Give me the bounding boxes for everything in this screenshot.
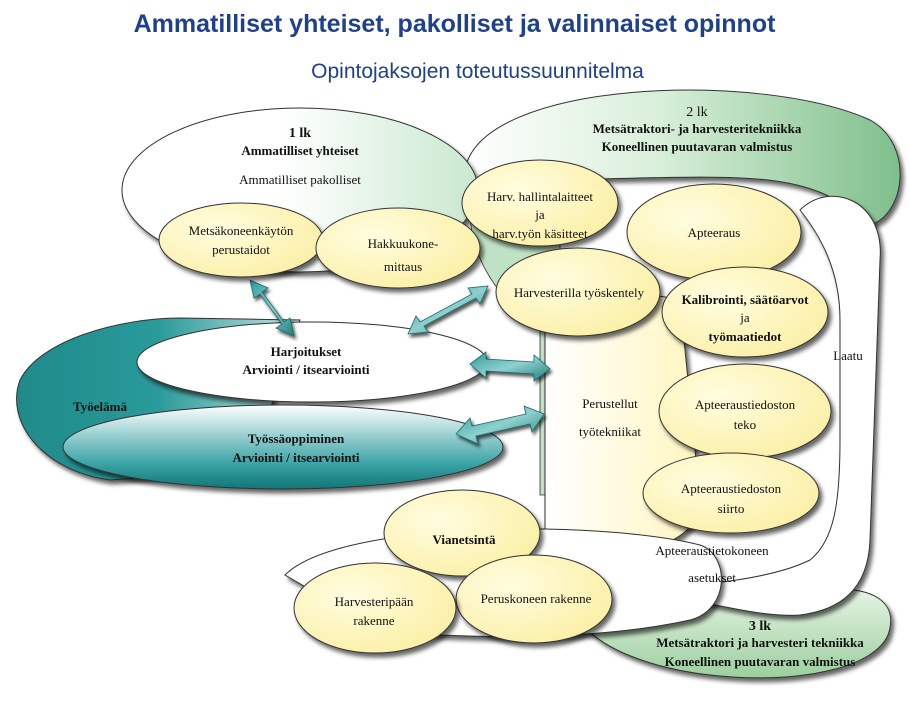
filemaking-line2: teko bbox=[733, 417, 757, 432]
year1-line1: Ammatilliset yhteiset bbox=[241, 143, 359, 158]
worklearning-shape bbox=[63, 405, 503, 489]
worklearning-line1: Työssäoppiminen bbox=[247, 431, 345, 446]
year2-line1: Metsätraktori- ja harvesteritekniikka bbox=[592, 121, 802, 136]
apteeraus-label: Apteeraus bbox=[687, 225, 741, 240]
node-basics bbox=[159, 203, 323, 277]
harvcontrols-line3: harv.työn käsitteet bbox=[492, 226, 588, 241]
computer-line1: Apteeraustietokoneen bbox=[655, 543, 769, 558]
basemachine-label: Peruskoneen rakenne bbox=[480, 591, 592, 606]
troubleshoot-label: Vianetsintä bbox=[432, 532, 496, 547]
hakkuu-line1: Hakkuukone- bbox=[367, 236, 439, 251]
year3-line2: Koneellinen puutavaran valmistus bbox=[664, 654, 856, 669]
kalibrointi-line1: Kalibrointi, säätöarvot bbox=[681, 292, 809, 307]
arrow-practice-center bbox=[470, 352, 550, 381]
year2-line2: Koneellinen puutavaran valmistus bbox=[601, 139, 793, 154]
year2-label: 2 lk bbox=[686, 105, 708, 120]
year1-label: 1 lk bbox=[288, 126, 312, 141]
hakkuu-line2: mittaus bbox=[383, 259, 423, 274]
basics-line2: perustaidot bbox=[212, 242, 270, 257]
center-line1: Perustellut bbox=[582, 396, 638, 411]
harvwork-label: Harvesterilla työskentely bbox=[513, 285, 645, 300]
harvcontrols-line1: Harv. hallintalaitteet bbox=[487, 189, 593, 204]
filemaking-line1: Apteeraustiedoston bbox=[694, 397, 796, 412]
page-title: Ammatilliset yhteiset, pakolliset ja valinnaiset opinnot bbox=[133, 10, 776, 38]
page-subtitle: Opintojaksojen toteutussuunnitelma bbox=[311, 60, 644, 83]
harvcontrols-line2: ja bbox=[535, 207, 545, 222]
worklife-label: Työelämä bbox=[73, 399, 127, 414]
filetransfer-line2: siirto bbox=[717, 501, 745, 516]
basics-line1: Metsäkoneenkäytön bbox=[188, 223, 294, 238]
kalibrointi-line3: työmaatiedot bbox=[708, 329, 782, 344]
worklearning-line2: Arviointi / itsearviointi bbox=[232, 450, 360, 465]
arrow-worklearning-center bbox=[456, 406, 544, 444]
quality-label: Laatu bbox=[833, 348, 863, 363]
arrow-harvwork-practice bbox=[408, 286, 488, 334]
practice-line1: Harjoitukset bbox=[270, 344, 342, 359]
year3-line1: Metsätraktori ja harvesteri tekniikka bbox=[656, 635, 864, 650]
filetransfer-line1: Apteeraustiedoston bbox=[680, 481, 782, 496]
center-line2: työtekniikat bbox=[578, 424, 642, 439]
year1-line2: Ammatilliset pakolliset bbox=[239, 172, 361, 187]
practice-line2: Arviointi / itsearviointi bbox=[242, 362, 370, 377]
year3-label: 3 lk bbox=[748, 619, 772, 634]
computer-line2: asetukset bbox=[688, 570, 736, 585]
head-line1: Harvesteripään bbox=[334, 594, 414, 609]
head-line2: rakenne bbox=[353, 613, 395, 628]
kalibrointi-line2: ja bbox=[740, 310, 750, 325]
